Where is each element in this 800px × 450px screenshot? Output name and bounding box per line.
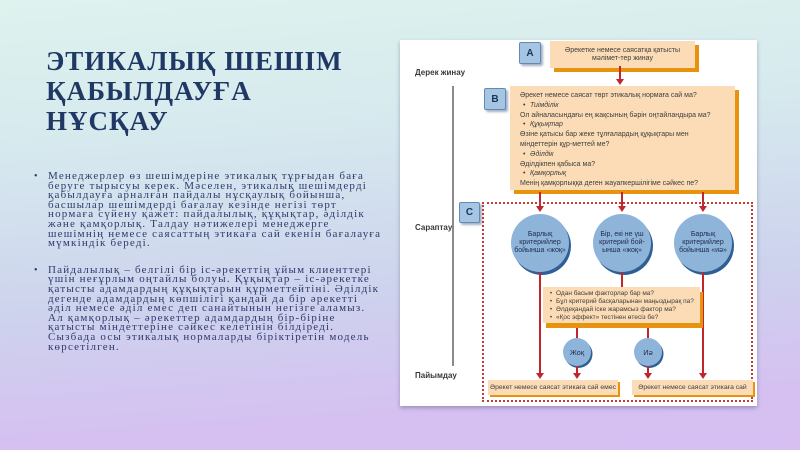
flowchart-panel	[400, 40, 757, 406]
step-badge-a: A	[519, 42, 541, 64]
outcome-box-ethical: Әрекет немесе саясат этикаға сай	[632, 380, 753, 395]
norm-term: • Құқықтар	[520, 120, 725, 130]
criteria-circle-all-yes: Барлық критерийлер бойынша «иә»	[674, 214, 732, 272]
norm-term: • Қамқорлық	[520, 169, 725, 179]
criteria-circle-all-no: Барлық критерийлер бойынша «жоқ»	[511, 214, 569, 272]
body-paragraph: • Пайдалылық – белгілі бір іс-әрекеттің ұйым клиенттері үшін неғұрлым оңтайлы болуы. Құқықтар – іс-әрекетке қатысты адамдардың құқықтарын құрметтейтіні. Әділдік дегенде адамдардың көпшілігі қандай да бір әрекетті әділ немесе әділ емес деп санайтынын негізге аламыз. Ал қамқорлық – әрекеттер адамдардың бір-біріне қатысты міндеттеріне сәйкес келетінін білдіреді. Сызбада осы этикалық нормаларды біріктіретін модель көрсетілген.	[32, 266, 384, 352]
stage-divider-line	[452, 86, 454, 366]
stage-label-data-collection: Дерек жинау	[415, 68, 466, 77]
flow-arrow-circle1-to-outcome	[539, 272, 541, 374]
step-badge-b: B	[484, 88, 506, 110]
norm-term: • Әділдік	[520, 150, 725, 160]
flow-arrow-no-to-outcome	[576, 366, 578, 374]
step-b-box	[510, 86, 735, 190]
step-b-title: Әрекет немесе саясат төрт этикалық нормаға сай ма?	[520, 92, 697, 99]
stage-label-analysis: Сараптау	[415, 223, 453, 232]
norm-question: Өзіне қатысы бар жеке тұлғалардың құқықтары мен міндеттерін құр-меттей ме?	[520, 131, 689, 148]
decision-question: • Әлдеқандай іске жарамсыз фактор ма?	[549, 306, 694, 314]
flow-arrow-a-to-b	[619, 66, 621, 80]
norm-question: Әділдікпен қабыса ма?	[520, 160, 596, 168]
decision-question: • Бұл критерий басқаларынан маңыздырақ па?	[549, 298, 694, 306]
body-paragraph: • Менеджерлер өз шешімдеріне этикалық тұрғыдан баға беруге тырысуы керек. Мәселен, этикалық шешімдерді қабылдауға арналған пайдалы нұсқаулық бойынша, басшылар шешімдерді бағалау кезінде негізі төрт нормаға сүйену қажет: пайдалылық, құқықтар, әділдік және қамқорлық. Талдау нәтижелері менеджерге шешімнің немесе саясаттың этикаға сай екенін бағалауға мүмкіндік береді.	[32, 172, 384, 249]
flow-arrow-questions-to-no	[576, 328, 578, 338]
decision-question: • «Қос эффект» тестінен өтесіз бе?	[549, 314, 694, 322]
norm-term: • Тиімділік	[520, 101, 725, 111]
criteria-circle-some-no: Бір, екі не үш критерий бой-ынша «жоқ»	[593, 214, 651, 272]
step-badge-c: C	[459, 202, 480, 223]
no-circle: Жоқ	[563, 338, 591, 366]
flow-arrow-questions-to-yes	[647, 328, 649, 338]
decision-questions-box	[543, 287, 700, 323]
slide-body	[32, 172, 384, 369]
norm-question: Менің қамқорлыққа деген жауапкершілігіме сәйкес пе?	[520, 180, 699, 188]
slide-title: ЭТИКАЛЫҚ ШЕШІМ ҚАБЫЛДАУҒА НҰСҚАУ	[46, 46, 343, 136]
outcome-box-not-ethical: Әрекет немесе саясат этикаға сай емес	[488, 380, 618, 395]
norm-question: Ол айналасындағы ең жақсының бәрін оңтайландыра ма?	[520, 111, 711, 119]
flow-arrow-circle3-to-outcome	[702, 272, 704, 374]
decision-question: • Одан басым факторлар бар ма?	[549, 290, 694, 298]
flow-arrow-yes-to-outcome	[647, 366, 649, 374]
stage-label-judgement: Пайымдау	[415, 371, 457, 380]
yes-circle: Иә	[634, 338, 662, 366]
flow-arrow-circle2-to-questions	[621, 272, 623, 287]
step-a-box: Әрекетке немесе саясатқа қатысты мәлімет-тер жинау	[550, 41, 695, 68]
